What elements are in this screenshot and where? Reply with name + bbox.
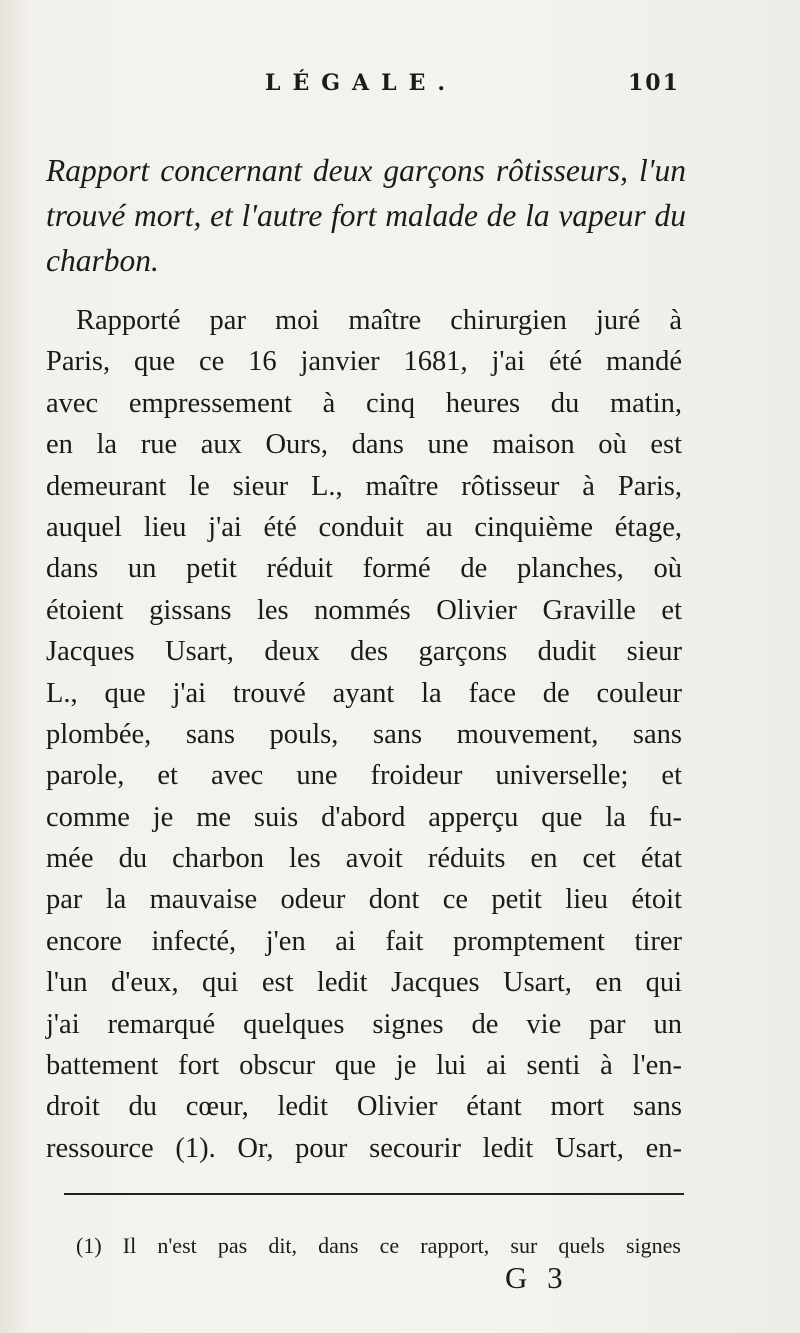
text-line: parole, et avec une froideur universelle; et: [46, 760, 682, 792]
text-line: j'ai remarqué quelques signes de vie par un: [46, 1008, 682, 1040]
text-line: en la rue aux Ours, dans une maison où est: [46, 429, 682, 461]
section-title: Rapport concernant deux garçons rôtisseurs, l'un trouvé mort, et l'autre fort malade de la vapeur du charbon.: [46, 153, 686, 278]
text-line: dans un petit réduit formé de planches, où: [46, 553, 682, 585]
text-line: étoient gissans les nommés Olivier Graville et: [46, 594, 682, 626]
page-number: 101: [628, 70, 680, 96]
footnote-rule: [64, 1193, 684, 1195]
text-line: Rapporté par moi maître chirurgien juré à: [76, 305, 682, 336]
body-text: [46, 300, 682, 1169]
text-line: comme je me suis d'abord apperçu que la fu-: [46, 801, 682, 833]
running-title: LÉGALE.: [265, 70, 457, 96]
text-line: par la mauvaise odeur dont ce petit lieu étoit: [46, 884, 682, 916]
text-line: encore infecté, j'en ai fait promptement tirer: [46, 925, 682, 957]
page-header: [0, 70, 800, 110]
text-line: avec empressement à cinq heures du matin,: [46, 387, 682, 419]
text-line: battement fort obscur que je lui ai senti à l'en-: [46, 1050, 682, 1082]
text-line: plombée, sans pouls, sans mouvement, sans: [46, 718, 682, 750]
text-line: Jacques Usart, deux des garçons dudit sieur: [46, 636, 682, 668]
text-line: demeurant le sieur L., maître rôtisseur à Paris,: [46, 470, 682, 502]
text-line: auquel lieu j'ai été conduit au cinquième étage,: [46, 511, 682, 543]
text-line: L., que j'ai trouvé ayant la face de couleur: [46, 677, 682, 709]
text-line: l'un d'eux, qui est ledit Jacques Usart, en qui: [46, 967, 682, 999]
text-line: Paris, que ce 16 janvier 1681, j'ai été mandé: [46, 346, 682, 378]
text-line: mée du charbon les avoit réduits en cet état: [46, 843, 682, 875]
signature-mark: G 3: [505, 1260, 569, 1295]
text-line: droit du cœur, ledit Olivier étant mort sans: [46, 1091, 682, 1123]
text-line: ressource (1). Or, pour secourir ledit Usart, en-: [46, 1132, 682, 1164]
footnote: (1) Il n'est pas dit, dans ce rapport, sur quels signes: [76, 1233, 681, 1258]
